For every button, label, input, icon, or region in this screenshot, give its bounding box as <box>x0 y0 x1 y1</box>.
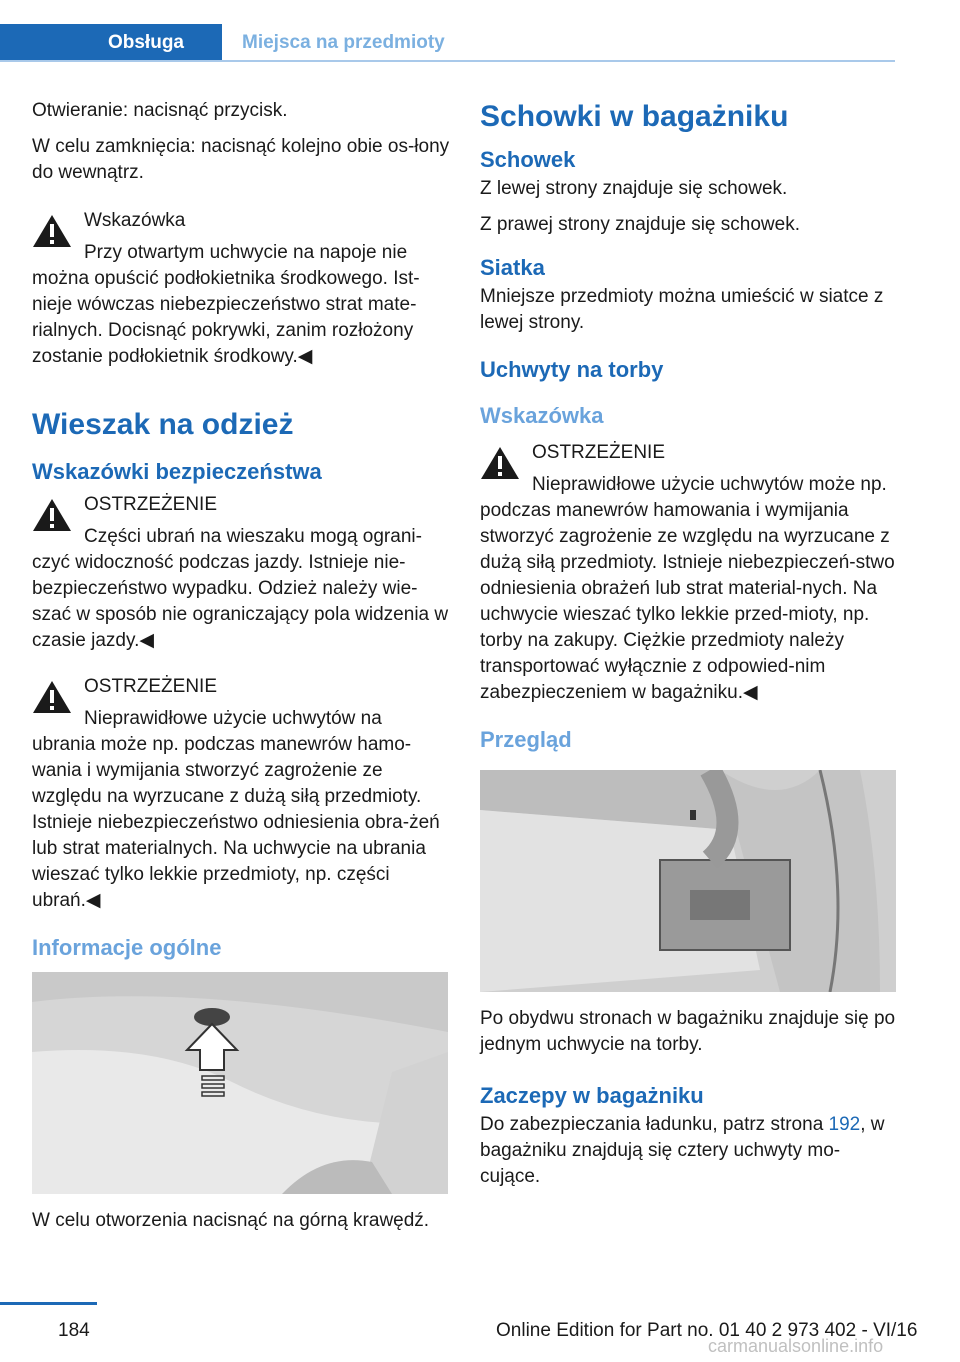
paragraph: Z lewej strony znajduje się schowek. <box>480 178 788 199</box>
warning-box <box>32 674 450 914</box>
warning-title: OSTRZEŻENIE <box>84 676 218 697</box>
subsection-heading: Schowek <box>480 147 576 172</box>
coat-hook-illustration <box>32 972 448 1194</box>
note-title: Wskazówka <box>84 210 186 231</box>
image-caption: W celu otworzenia nacisnąć na górną krawędź. <box>32 1210 430 1231</box>
image-caption: Po obydwu stronach w bagażniku znajduje się po jednym uchwycie na torby. <box>480 1008 896 1055</box>
subsection-heading: Przegląd <box>480 727 572 752</box>
subsection-heading: Wskazówka <box>480 403 604 428</box>
note-box <box>32 208 450 370</box>
warning-title: OSTRZEŻENIE <box>84 494 218 515</box>
warning-box <box>480 440 896 706</box>
warning-triangle-icon <box>32 214 72 248</box>
warning-body: Nieprawidłowe użycie uchwytów może np. podczas manewrów hamowania i wymijania stworzyć zagrożenie ze względu na wyrzucane z dużą siłą przedmioty. Istnieje niebezpieczeń‐stwo odniesienia obrażeń lub strat material‐nych. Na uchwycie wieszać tylko lekkie przed‐mioty, np. torby na zakupy. Ciężkie przedmioty należy transportować wyłącznie z odpowied‐nim zabezpieczeniem w bagażniku.◀ <box>480 474 895 703</box>
paragraph: W celu zamknięcia: nacisnąć kolejno obie os‐łony do wewnątrz. <box>32 136 450 183</box>
warning-body: Nieprawidłowe użycie uchwytów na ubrania może np. podczas manewrów hamo‐wania i wymijania stworzyć zagrożenie ze względu na wyrzucane z dużą siłą przedmioty. Istnieje niebezpieczeństwo odniesienia obra‐żeń lub strat materialnych. Na uchwycie na ubrania wieszać tylko lekkie przedmioty, np. części ubrań.◀ <box>32 708 440 911</box>
subsection-heading: Informacje ogólne <box>32 935 222 960</box>
warning-title: OSTRZEŻENIE <box>532 442 666 463</box>
right-column <box>480 98 896 1200</box>
page-number: 184 <box>58 1320 90 1341</box>
header-divider <box>0 60 895 62</box>
paragraph <box>480 1112 896 1190</box>
left-column <box>32 98 450 1244</box>
warning-box <box>32 492 450 654</box>
warning-triangle-icon <box>32 680 72 714</box>
text-fragment: , w bagażniku znajdują się cztery uchwyty mo‐cujące. <box>480 1114 885 1187</box>
subsection-heading: Uchwyty na torby <box>480 357 664 382</box>
trunk-illustration <box>480 770 896 992</box>
section-heading: Wieszak na odzież <box>32 408 294 441</box>
paragraph: Mniejsze przedmioty można umieścić w siatce z lewej strony. <box>480 286 884 333</box>
edition-label: Online Edition for Part no. 01 40 2 973 402 - VI/16 <box>496 1320 918 1341</box>
tab-miejsca-na-przedmioty[interactable]: Miejsca na przedmioty <box>242 31 445 53</box>
subsection-heading: Zaczepy w bagażniku <box>480 1083 704 1108</box>
page-link[interactable]: 192 <box>828 1114 861 1135</box>
warning-body: Części ubrań na wieszaku mogą ograni‐czyć widoczność podczas jazdy. Istnieje nie‐bezpieczeństwo wypadku. Odzież należy wie‐szać w sposób nie ograniczający pola widzenia w czasie jazdy.◀ <box>32 526 449 651</box>
tab-obsluga[interactable]: Obsługa <box>0 24 222 61</box>
note-body: Przy otwartym uchwycie na napoje nie można opuścić podłokietnika środkowego. Ist‐nieje wówczas niebezpieczeństwo strat mate‐rialnych. Docisnąć pokrywki, zanim rozłożony zostanie podłokietnik środkowy.◀ <box>32 242 420 367</box>
subsection-heading: Wskazówki bezpieczeństwa <box>32 459 322 484</box>
text-fragment: Do zabezpieczania ładunku, patrz strona <box>480 1114 829 1135</box>
footer-divider <box>0 1302 97 1305</box>
warning-triangle-icon <box>32 498 72 532</box>
paragraph: Otwieranie: nacisnąć przycisk. <box>32 100 288 121</box>
paragraph: Z prawej strony znajduje się schowek. <box>480 214 800 235</box>
subsection-heading: Siatka <box>480 255 545 280</box>
section-heading: Schowki w bagażniku <box>480 100 789 133</box>
page-header <box>0 24 895 62</box>
warning-triangle-icon <box>480 446 520 480</box>
watermark: carmanualsonline.info <box>708 1336 884 1356</box>
